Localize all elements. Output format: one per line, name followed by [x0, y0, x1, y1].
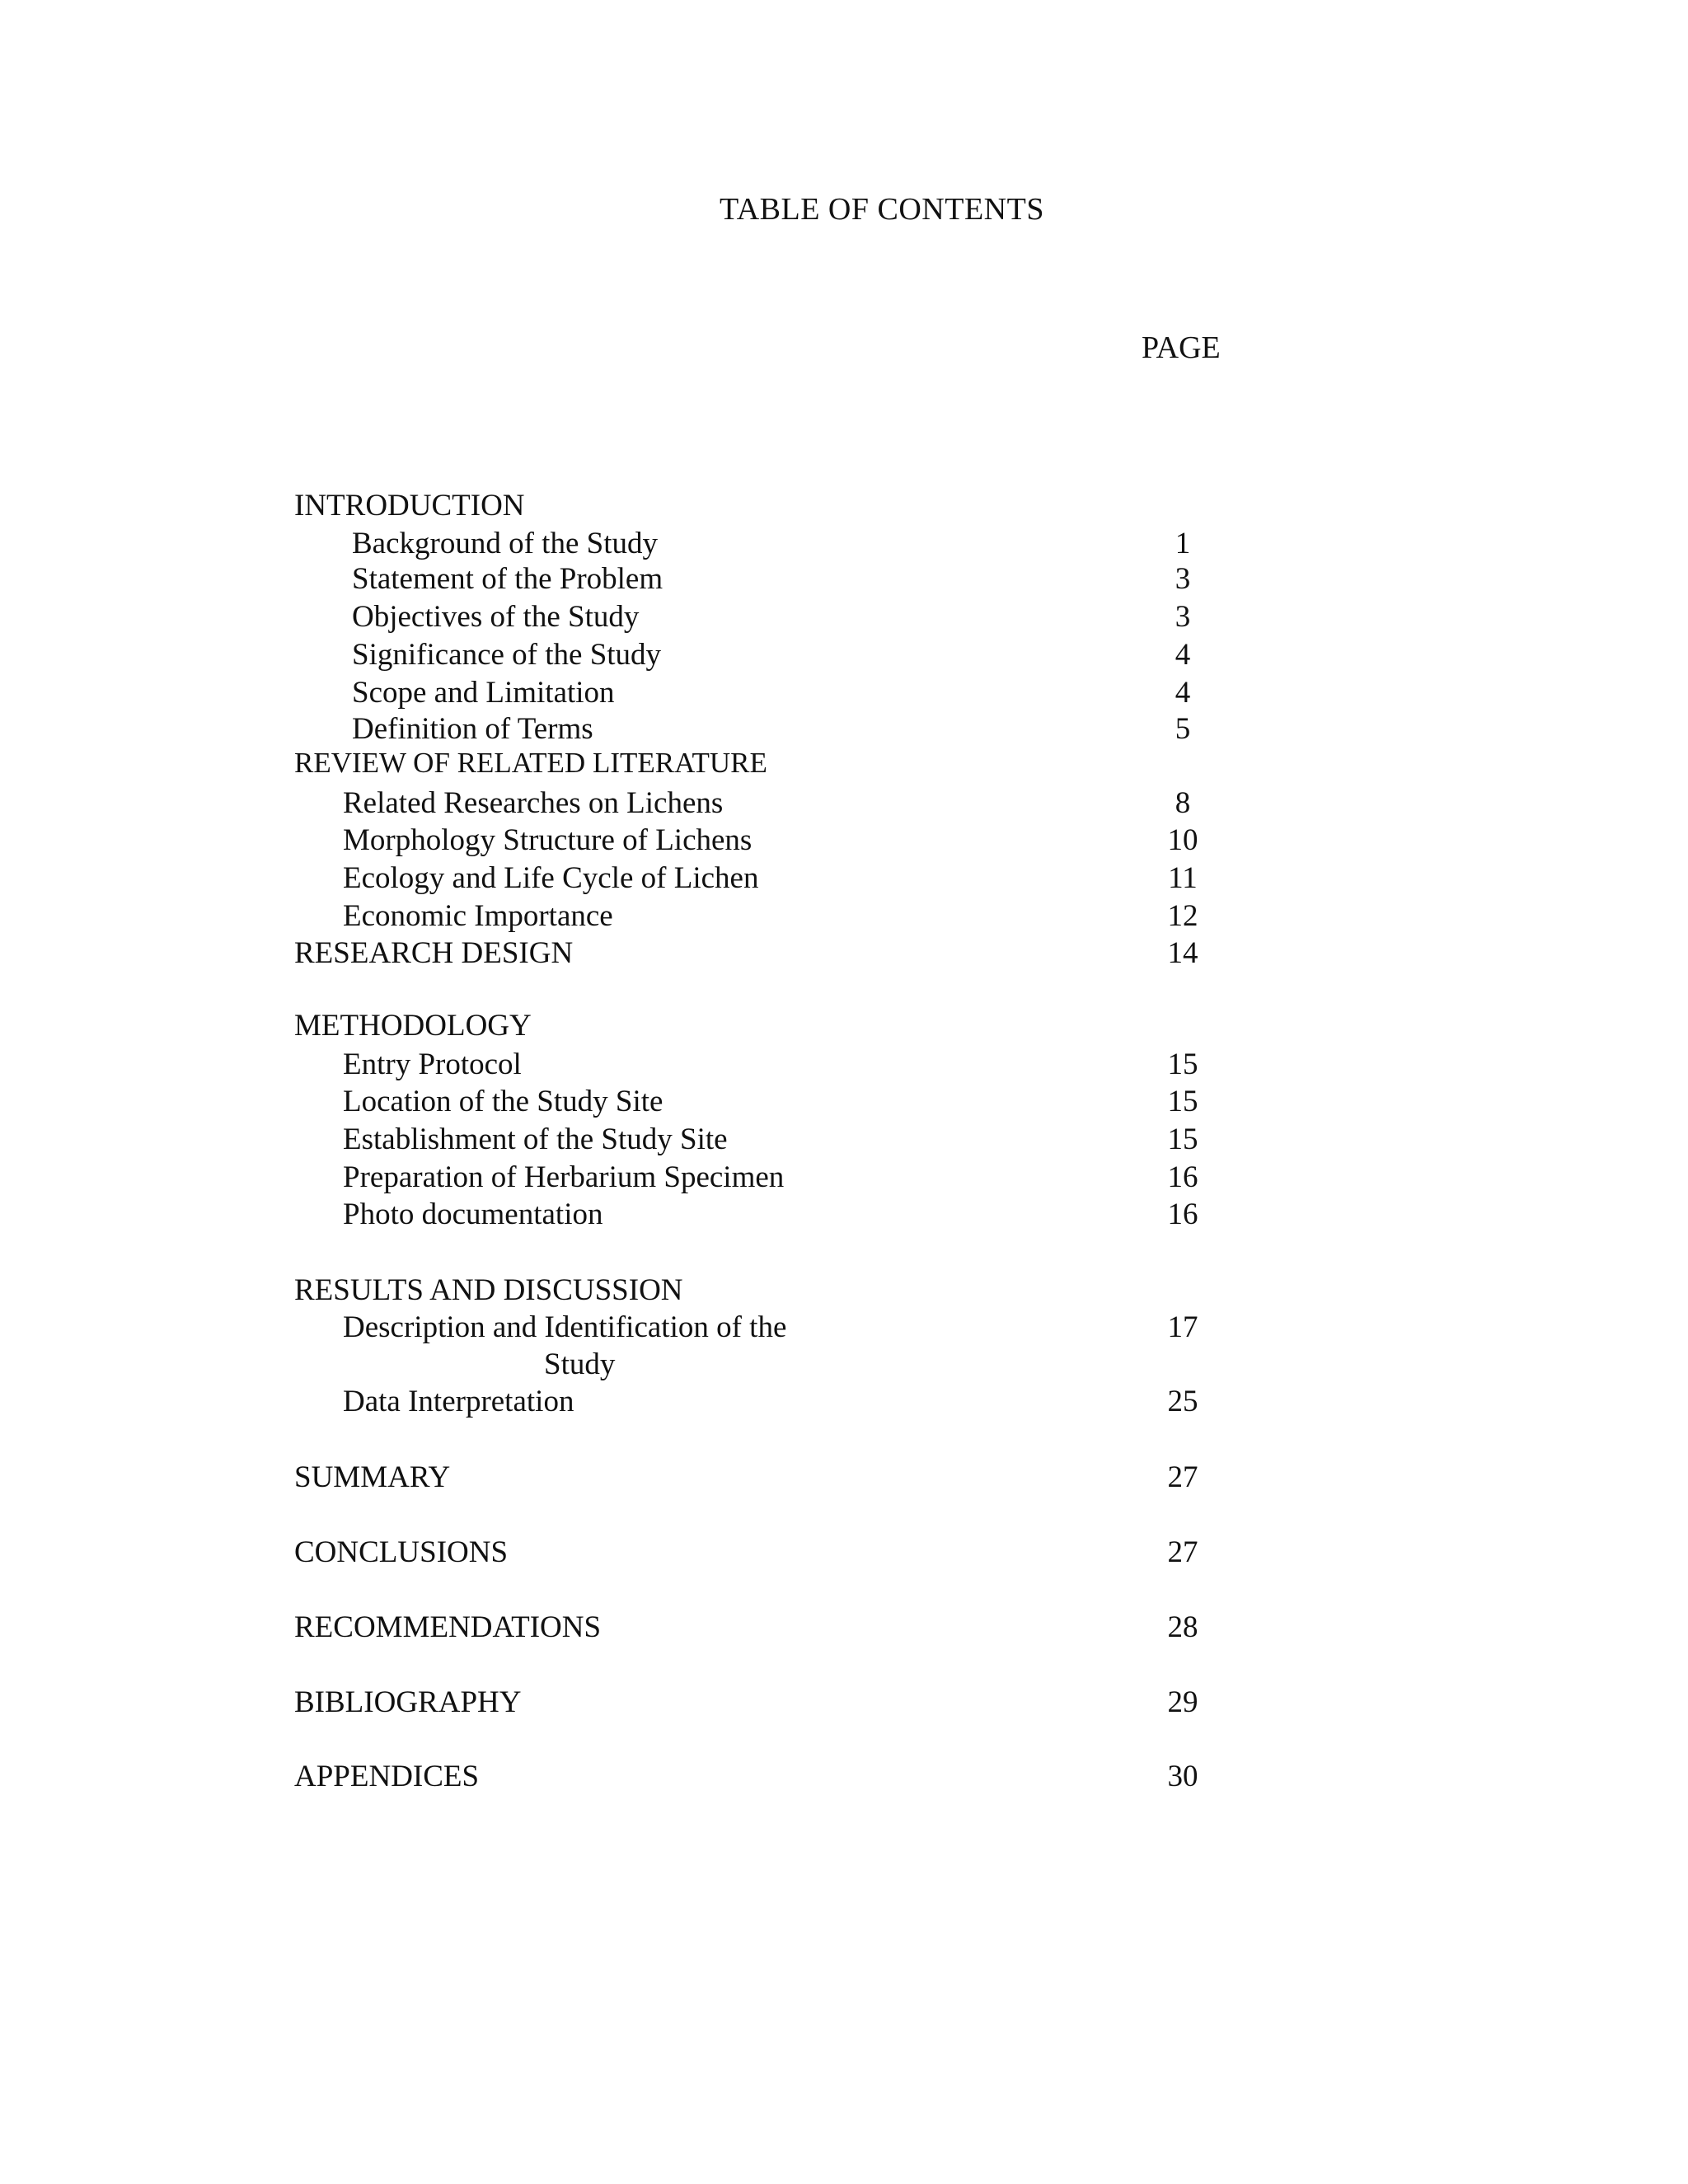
toc-entry	[0, 599, 1688, 639]
toc-heading: APPENDICES	[294, 1760, 480, 1793]
toc-page-number: 12	[1167, 899, 1198, 933]
toc-entry-bibliography	[0, 1685, 1688, 1724]
toc-entry	[0, 711, 1688, 751]
toc-entry-summary	[0, 1460, 1688, 1499]
toc-entry-methodology	[0, 1008, 1688, 1047]
toc-page-number: 15	[1167, 1085, 1198, 1118]
toc-label: Economic Importance	[343, 899, 613, 933]
toc-page-number: 17	[1167, 1310, 1198, 1344]
toc-label: Related Researches on Lichens	[343, 786, 724, 820]
toc-label: Description and Identification of the	[343, 1310, 787, 1344]
toc-entry	[0, 1310, 1688, 1349]
toc-entry-recommendations	[0, 1610, 1688, 1649]
toc-entry	[0, 1047, 1688, 1086]
toc-entry-review	[0, 746, 1688, 785]
toc-entry-introduction	[0, 488, 1688, 527]
toc-entry	[0, 561, 1688, 601]
toc-label: Location of the Study Site	[343, 1085, 663, 1118]
toc-entry	[0, 898, 1688, 938]
toc-page-number: 28	[1167, 1610, 1198, 1644]
toc-label: Photo documentation	[343, 1197, 603, 1231]
toc-entry-conclusions	[0, 1535, 1688, 1574]
toc-page-number: 3	[1175, 600, 1191, 634]
toc-entry	[0, 1384, 1688, 1423]
toc-entry	[0, 1197, 1688, 1236]
toc-heading: CONCLUSIONS	[294, 1535, 509, 1569]
toc-heading: REVIEW OF RELATED LITERATURE	[294, 747, 767, 779]
toc-page-number: 16	[1167, 1197, 1198, 1231]
toc-label: Morphology Structure of Lichens	[343, 823, 753, 857]
toc-label: Statement of the Problem	[352, 562, 663, 596]
toc-heading: RESEARCH DESIGN	[294, 936, 574, 970]
toc-heading: METHODOLOGY	[294, 1009, 532, 1043]
toc-heading: SUMMARY	[294, 1460, 451, 1494]
toc-page-number: 27	[1167, 1535, 1198, 1569]
toc-label-continuation: Study	[544, 1347, 616, 1381]
toc-heading: RECOMMENDATIONS	[294, 1610, 602, 1644]
toc-entry	[0, 637, 1688, 677]
toc-entry	[0, 1084, 1688, 1123]
toc-page-number: 16	[1167, 1160, 1198, 1194]
toc-page-number: 15	[1167, 1122, 1198, 1156]
toc-page-number: 14	[1167, 936, 1198, 970]
toc-page-number: 27	[1167, 1460, 1198, 1494]
toc-page-number: 1	[1175, 527, 1191, 560]
toc-label: Definition of Terms	[352, 712, 593, 746]
toc-label: Entry Protocol	[343, 1047, 522, 1081]
toc-heading: BIBLIOGRAPHY	[294, 1685, 522, 1719]
toc-entry	[0, 675, 1688, 715]
toc-entry	[0, 785, 1688, 825]
page-title: TABLE OF CONTENTS	[720, 192, 1044, 227]
toc-page-number: 5	[1175, 712, 1191, 746]
toc-label: Significance of the Study	[352, 638, 662, 672]
toc-page-number: 15	[1167, 1047, 1198, 1081]
toc-page-number: 4	[1175, 638, 1191, 672]
toc-heading: INTRODUCTION	[294, 489, 525, 523]
toc-entry-research-design	[0, 935, 1688, 975]
toc-page-number: 4	[1175, 676, 1191, 710]
toc-entry	[0, 1122, 1688, 1161]
toc-page-number: 8	[1175, 786, 1191, 820]
toc-label: Ecology and Life Cycle of Lichen	[343, 861, 759, 895]
toc-label: Objectives of the Study	[352, 600, 640, 634]
toc-page-number: 11	[1168, 861, 1198, 895]
toc-label: Preparation of Herbarium Specimen	[343, 1160, 785, 1194]
toc-page-number: 30	[1167, 1760, 1198, 1793]
toc-page-number: 3	[1175, 562, 1191, 596]
toc-label: Scope and Limitation	[352, 676, 615, 710]
page-column-header: PAGE	[1142, 330, 1221, 365]
toc-entry	[0, 860, 1688, 900]
toc-label: Background of the Study	[352, 527, 658, 560]
toc-entry	[0, 1160, 1688, 1199]
toc-entry	[0, 526, 1688, 565]
toc-entry-appendices	[0, 1759, 1688, 1798]
toc-label: Data Interpretation	[343, 1385, 574, 1418]
toc-entry-results	[0, 1272, 1688, 1312]
toc-entry-continuation	[0, 1347, 1688, 1386]
toc-page-number: 25	[1167, 1385, 1198, 1418]
toc-page-number: 10	[1167, 823, 1198, 857]
toc-heading: RESULTS AND DISCUSSION	[294, 1273, 683, 1307]
toc-entry	[0, 823, 1688, 862]
toc-page-number: 29	[1167, 1685, 1198, 1719]
toc-label: Establishment of the Study Site	[343, 1122, 728, 1156]
